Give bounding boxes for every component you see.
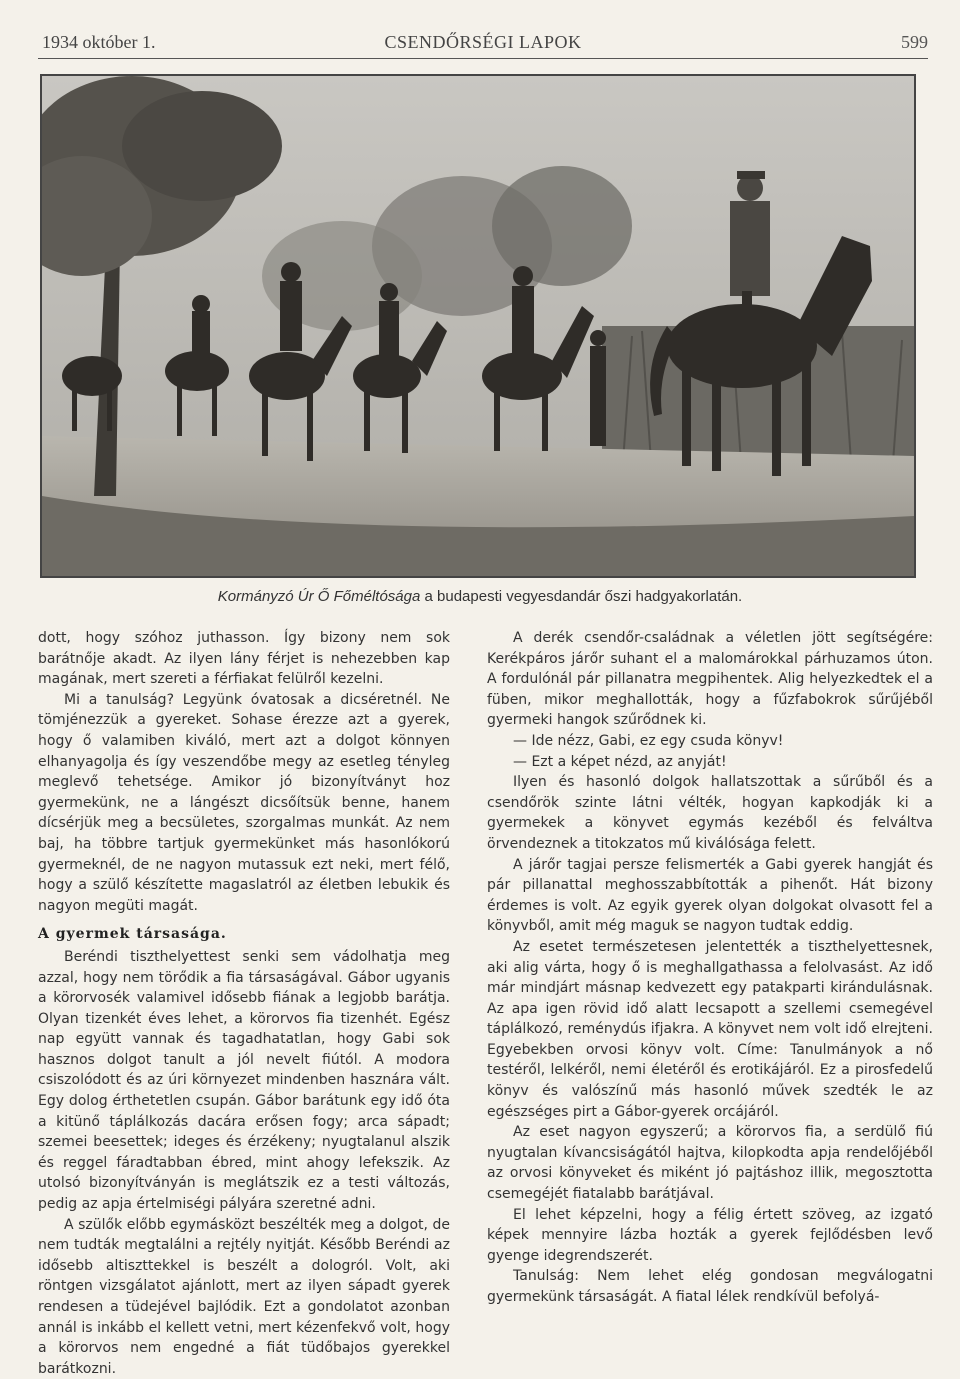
right-paragraph-4: Az esetet természetesen jelentették a tiszthelyettesnek, aki alig várta, hogy ő is meghallgathassa a felolvasást. Az idő már mindjárt másnap kedvezett egy patakparti kirándulásnak. Az apa igen rövid idő alatt lecsapott a szellemi csemegével táplálkozó, reménydús ifjakra. A könyvet nem volt idő elrejteni. Egyebekben orvosi könyv volt. Címe: Tanulmányok a nő testéről, lelkéről, nemi életéről és erotikájáról. Ez a pirosfedelű könyv és valószínű más hasonló művek szedték le az egészséges pirt a Gábor-gyerek orcájáról. [487, 938, 933, 1120]
right-paragraph-5: Az eset nagyon egyszerű; a körorvos fia, a serdülő fiú nyugtalan kívancsiságától hajtva, kilopkodta apja rendelőjéből az orvosi könyveket és miként jó pajtáshoz illik, megosztotta csemegéjét fiatalabb barátjával. [487, 1124, 933, 1203]
right-dialogue-1: — Ide nézz, Gabi, ez egy csuda könyv! [513, 732, 784, 749]
right-column [487, 628, 933, 1308]
left-paragraph-1: dott, hogy szóhoz juthasson. Így bizony nem sok barátnője akadt. Az ilyen lány férjet is nehezebben kap magának, mert szereti a férfiakat felülről kezelni. [38, 630, 450, 688]
header-page-number: 599 [901, 32, 928, 52]
left-column [38, 628, 450, 1379]
right-paragraph-1: A derék csendőr-családnak a véletlen jött segítségére: Kerékpáros járőr suhant el a malomárokkal párhuzamos úton. A fordulónál pár pillanatra megpihentek. Alig helyezkedtek el a füben, mikor meghallották, hogy a fűzfabokrok sűrűjéből gyermeki hangok szűrődnek ki. [487, 630, 933, 729]
right-paragraph-7: Tanulság: Nem lehet elég gondosan megválogatni gyermekünk társaságát. A fiatal lélek rendkívül befolyá- [487, 1268, 933, 1305]
left-paragraph-3: Beréndi tiszthelyettest senki sem vádolhatja meg azzal, hogy nem törődik a fia társaságával. Gábor ugyanis a körorvosék valamivel idősebb fiának a legjobb barátja. Olyan tizenkét éves lehet, a körorvos fia tizenhét. Egész nap együtt vannak és tagadhatatlan, hogy Gabi sok hasznos dolgot tanult a jól nevelt fiútól. A modora csiszolódott és az úri környezet mindenben hasznára vált. Egy dolog érthetetlen csupán. Gábor barátunk egy idő óta a kitünő táplálkozás dacára erősen fogy; arca sápadt; szemei beesettek; ideges és érzékeny; nyugtalanul alszik és reggel fáradtabban ébred, mint ahogy lefekszik. Az utolsó bizonyítványán is meglátszik ez a testi változás, pedig az apja értelmiségi pályára szeretné adni. [38, 948, 450, 1213]
caption-rest: a budapesti vegyesdandár őszi hadgyakorlatán. [420, 588, 743, 605]
right-paragraph-6: El lehet képzelni, hogy a félig értett szöveg, az izgató képek mennyire lázba hozták a gyerek fejlődésben levő gyenge idegrendszerét. [487, 1206, 933, 1264]
left-paragraph-4: A szülők előbb egymásközt beszélték meg a dolgot, de nem tudták megtalálni a rejtély nyitját. Később Beréndi az idősebb altiszttekkel is beszélt a dologról. Volt, aki röntgen vizsgálatot ajánlott, mert az ilyen sápadt gyerek rendesen a tüdejével bajlódik. Ezt a gondolatot azonban annál is inkább el kellett vetni, mert kézenfekvő volt, hogy a körorvos nem engedné a fiát tüdőbajos gyerekkel barátkozni. [38, 1216, 450, 1377]
left-paragraph-2: Mi a tanulság? Legyünk óvatosak a dicséretnél. Ne tömjénezzük a gyereket. Sohase érezze azt a gyerek, hogy ő valamiben kiváló, mert azt a dolgot könnyen elhanyagolja és így veszendőbe megy az esetleg tényleg meglevő tehetsége. Amikor jó bizonyítványt hoz gyermekünk, ne a lángészt dicsőítsük benne, hanem dícsérjük meg a becsületes, szorgalmas munkát. Az nem baj, ha többre tartjuk gyermekünket más hasonlókorú gyermeknél, de ne nagyon mutassuk ezt neki, mert félő, hogy a szülő készítette magaslatról az életben lebukik és nagyon megüti magát. [38, 691, 450, 914]
photo-of-mounted-officers-on-horseback [40, 74, 916, 578]
header-date: 1934 október 1. [42, 32, 156, 52]
right-paragraph-3: A járőr tagjai persze felismerték a Gabi gyerek hangját és pár pillanattal meghosszabbították a pihenőt. Hát bizony érdemes is volt. Az egyik gyerek olyan dolgokat olvasott fel a könyvből, amit még maguk se nagyon tudtak eddig. [487, 856, 933, 935]
right-dialogue-2: — Ezt a képet nézd, az anyját! [513, 753, 727, 770]
right-paragraph-2: Ilyen és hasonló dolgok hallatszottak a sűrűből és a csendőrök szinte látni vélték, hogyan kapkodják ki a gyermekek a könyvet egymás kezéből és felváltva örvendeznek a titokzatos mű kiválósága felett. [487, 774, 933, 852]
photo-caption [0, 588, 960, 605]
header-title: CSENDŐRSÉGI LAPOK [384, 32, 582, 52]
page-header [38, 28, 928, 59]
caption-italic: Kormányzó Úr Ő Főméltósága [217, 588, 421, 605]
photo-illustration [42, 76, 914, 576]
section-subhead: A gyermek társasága. [38, 926, 227, 943]
